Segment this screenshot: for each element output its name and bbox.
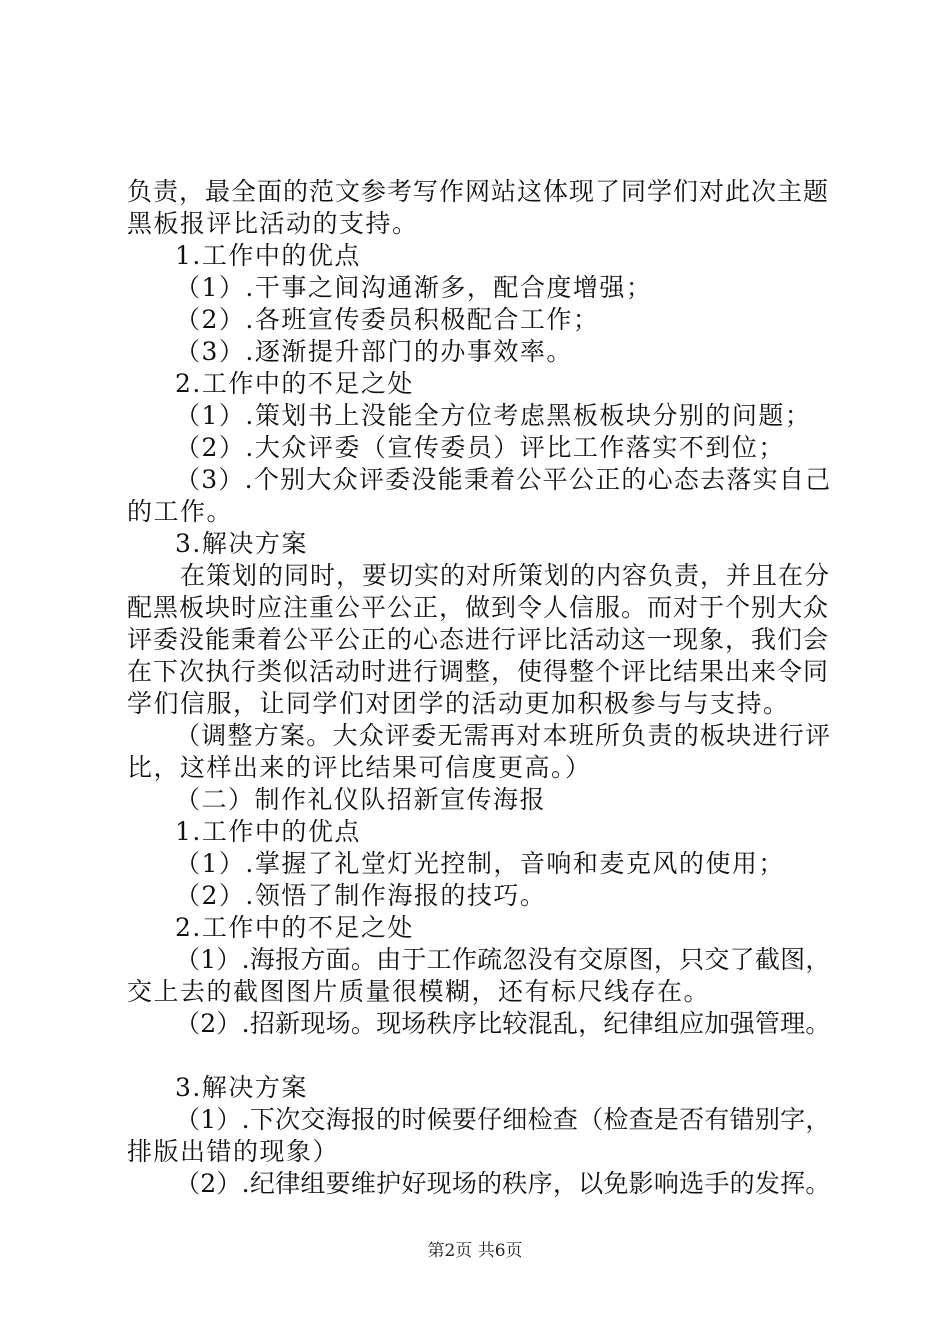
- body-text-line: 在策划的同时，要切实的对所策划的内容负责，并且在分: [180, 561, 831, 590]
- body-text-line: 评委没能秉着公平公正的心态进行评比活动这一现象，我们会: [127, 625, 830, 654]
- section-heading: 1.工作中的优点: [175, 241, 361, 270]
- list-item: （2）.招新现场。现场秩序比较混乱，纪律组应加强管理。: [175, 1009, 831, 1038]
- list-item: （1）.海报方面。由于工作疏忽没有交原图，只交了截图，: [175, 945, 831, 974]
- section-heading: 2.工作中的不足之处: [175, 913, 414, 942]
- list-item: （1）.策划书上没能全方位考虑黑板板块分别的问题；: [175, 401, 812, 430]
- list-item: （1）.掌握了礼堂灯光控制，音响和麦克风的使用；: [175, 849, 785, 878]
- section-heading: 3.解决方案: [175, 529, 308, 558]
- section-heading: 3.解决方案: [175, 1073, 308, 1102]
- body-text-line: 负责，最全面的范文参考写作网站这体现了同学们对此次主题: [127, 177, 830, 206]
- body-text-line: 在下次执行类似活动时进行调整，使得整个评比结果出来令同: [127, 657, 830, 686]
- page-number-footer: 第2页 共6页: [427, 1241, 523, 1261]
- list-item: （2）.各班宣传委员积极配合工作；: [175, 305, 600, 334]
- list-item: （1）.干事之间沟通渐多，配合度增强；: [175, 273, 653, 302]
- body-text-line: 黑板报评比活动的支持。: [127, 209, 419, 238]
- body-text-line: 比，这样出来的评比结果可信度更高。）: [127, 753, 592, 782]
- section-heading: 1.工作中的优点: [175, 817, 361, 846]
- list-item: （1）.下次交海报的时候要仔细检查（检查是否有错别字，: [175, 1105, 831, 1134]
- body-text-line: 配黑板块时应注重公平公正，做到令人信服。而对于个别大众: [127, 593, 830, 622]
- list-item: （2）.纪律组要维护好现场的秩序，以免影响选手的发挥。: [175, 1169, 831, 1198]
- body-text-line: 的工作。: [127, 497, 234, 526]
- list-item: （2）.大众评委（宣传委员）评比工作落实不到位；: [175, 433, 785, 462]
- list-item: （3）.逐渐提升部门的办事效率。: [175, 337, 573, 366]
- body-text-line: 排版出错的现象）: [127, 1137, 340, 1166]
- body-text-line: 交上去的截图图片质量很模糊，还有标尺线存在。: [127, 977, 711, 1006]
- section-heading: （二）制作礼仪队招新宣传海报: [175, 785, 547, 814]
- section-heading: 2.工作中的不足之处: [175, 369, 414, 398]
- list-item: （3）.个别大众评委没能秉着公平公正的心态去落实自己: [175, 465, 832, 494]
- list-item: （2）.领悟了制作海报的技巧。: [175, 881, 547, 910]
- body-text-line: 学们信服，让同学们对团学的活动更加积极参与与支持。: [127, 689, 790, 718]
- body-text-line: （调整方案。大众评委无需再对本班所负责的板块进行评: [175, 721, 832, 750]
